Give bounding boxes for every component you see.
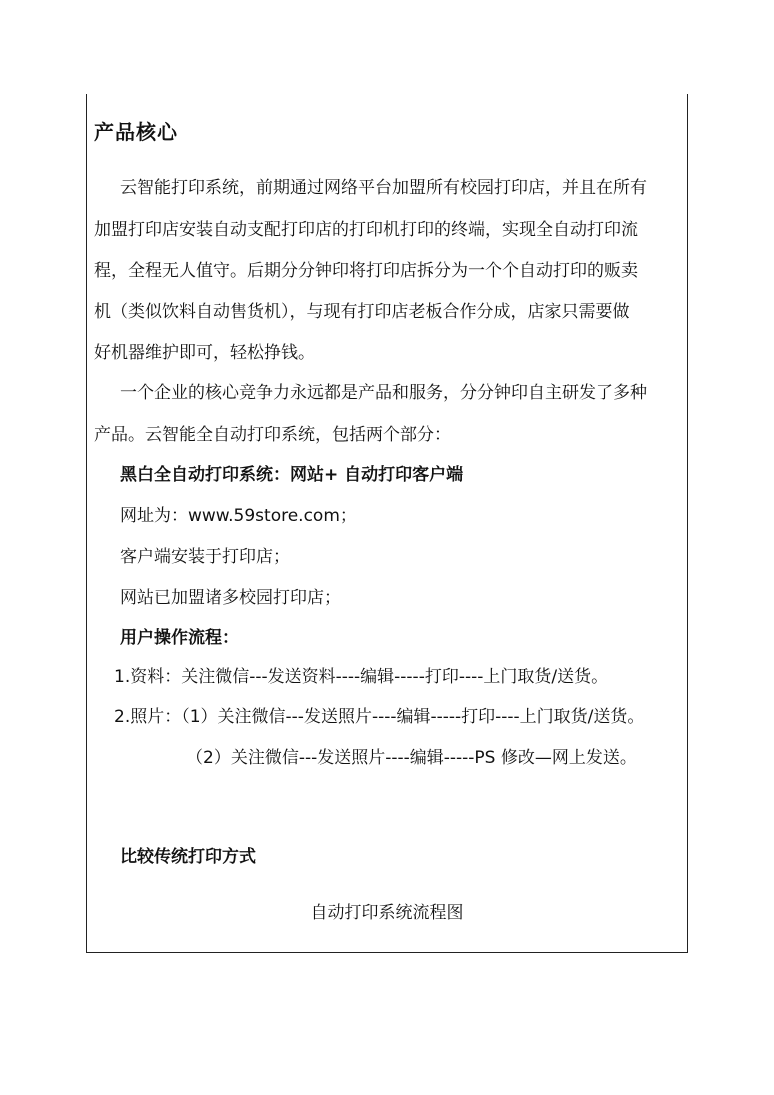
website-line: 网址为：www.59store.com； — [120, 506, 357, 526]
paragraph1-line-4: 机（类似饮料自动售货机），与现有打印店老板合作分成，店家只需要做 — [94, 302, 630, 322]
client-line: 客户端安装于打印店； — [120, 547, 290, 567]
paragraph1-line-5: 好机器维护即可，轻松挣钱。 — [94, 343, 315, 363]
paragraph1-line-3: 程，全程无人值守。后期分分钟印将打印店拆分为一个个自动打印的贩卖 — [94, 261, 638, 281]
flow-item-2: 2.照片：（1）关注微信---发送照片----编辑-----打印----上门取货/送货。 — [114, 707, 645, 727]
section-title: 产品核心 — [94, 120, 178, 144]
paragraph2-line-1: 一个企业的核心竞争力永远都是产品和服务，分分钟印自主研发了多种 — [120, 383, 647, 403]
user-flow-title: 用户操作流程： — [120, 628, 239, 648]
paragraph1-line-1: 云智能打印系统，前期通过网络平台加盟所有校园打印店，并且在所有 — [120, 178, 647, 198]
diagram-caption: 自动打印系统流程图 — [310, 903, 464, 923]
paragraph2-line-2: 产品。云智能全自动打印系统，包括两个部分： — [94, 425, 451, 445]
subsection-bw-title: 黑白全自动打印系统：网站+ 自动打印客户端 — [120, 465, 464, 485]
flow-item-1: 1.资料：关注微信---发送资料----编辑-----打印----上门取货/送货。 — [114, 667, 609, 687]
flow-item-3: （2）关注微信---发送照片----编辑-----PS 修改—网上发送。 — [186, 748, 637, 768]
paragraph1-line-2: 加盟打印店安装自动支配打印店的打印机打印的终端，实现全自动打印流 — [94, 220, 638, 240]
compare-title: 比较传统打印方式 — [120, 847, 256, 867]
joined-line: 网站已加盟诸多校园打印店； — [120, 588, 341, 608]
